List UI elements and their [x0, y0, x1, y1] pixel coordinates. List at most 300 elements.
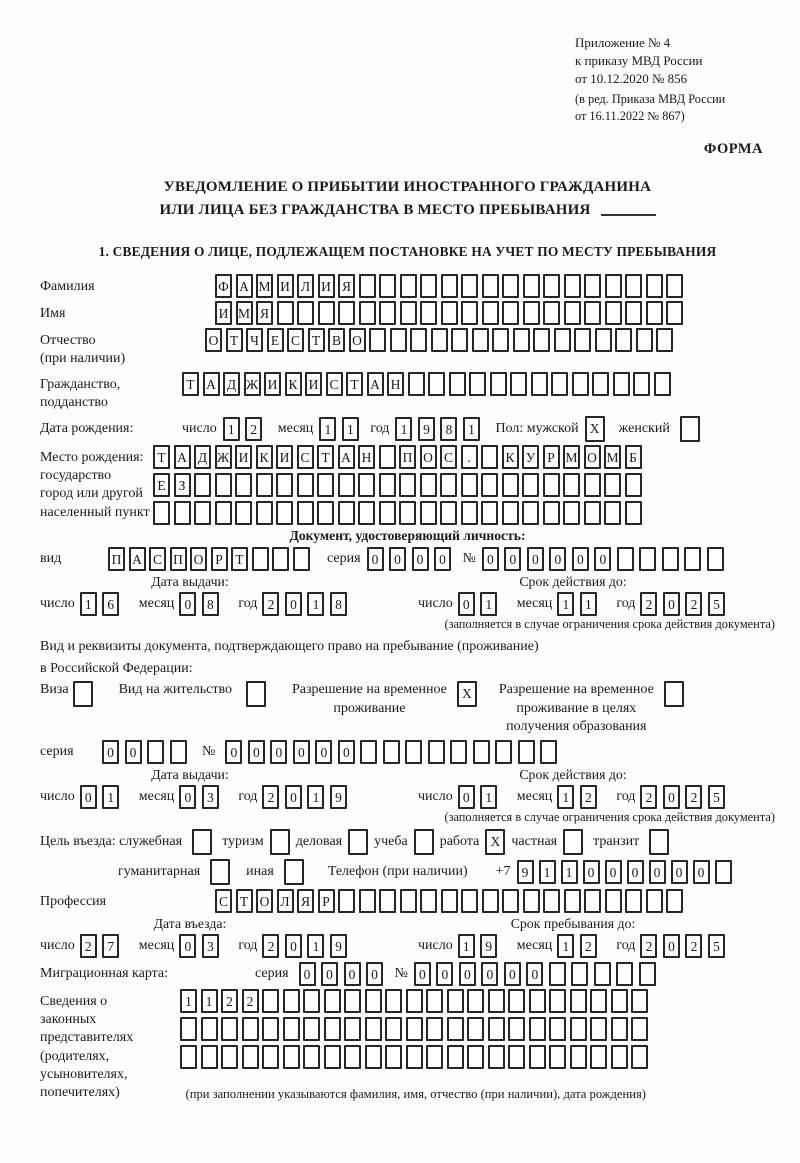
- char-box: 2: [262, 785, 279, 809]
- doc-type-field[interactable]: [108, 547, 313, 571]
- gender-male-label: Пол: мужской: [495, 421, 579, 436]
- char-box: [420, 473, 437, 497]
- doc-issue-date-heading: Дата выдачи:: [151, 574, 229, 589]
- char-box: [680, 416, 700, 442]
- form-title: [40, 176, 775, 223]
- char-box: [303, 989, 320, 1013]
- entry-year-field[interactable]: [262, 934, 352, 958]
- char-box: [523, 274, 540, 298]
- char-box: [365, 1045, 382, 1069]
- day-label: число: [418, 937, 453, 953]
- section-1-heading: 1. СВЕДЕНИЯ О ЛИЦЕ, ПОДЛЕЖАЩЕМ ПОСТАНОВКЕ НА УЧЕТ ПО МЕСТУ ПРЕБЫВАНИЯ: [98, 244, 717, 260]
- char-box: [654, 372, 671, 396]
- char-box: [303, 1045, 320, 1069]
- citizenship-field[interactable]: [182, 372, 674, 396]
- char-box: [318, 301, 335, 325]
- birthplace-field-row2[interactable]: [153, 473, 645, 497]
- char-box: Л: [297, 274, 314, 298]
- permit-valid-day-field[interactable]: [458, 785, 503, 809]
- char-box: 6: [102, 592, 119, 616]
- residence-permit-label: Вид на жительство: [118, 682, 232, 698]
- year-label: год: [616, 596, 636, 611]
- char-box: [180, 1017, 197, 1041]
- form-title-line2: ИЛИ ЛИЦА БЕЗ ГРАЖДАНСТВА В МЕСТО ПРЕБЫВАНИЯ: [159, 202, 591, 218]
- char-box: [399, 501, 416, 525]
- char-box: А: [174, 445, 191, 469]
- legal-reference: [575, 34, 775, 125]
- representatives-field-row3[interactable]: [180, 1045, 652, 1069]
- char-box: 0: [458, 592, 475, 616]
- purpose-private-label: частная: [511, 833, 558, 849]
- char-box: [201, 1017, 218, 1041]
- stay-day-field[interactable]: [458, 934, 503, 958]
- char-box: [549, 989, 566, 1013]
- birthplace-field-row1[interactable]: [153, 445, 645, 469]
- char-box: [572, 372, 589, 396]
- char-box: 9: [330, 934, 347, 958]
- representatives-field-row2[interactable]: [180, 1017, 652, 1041]
- char-box: И: [215, 301, 232, 325]
- char-box: [180, 1045, 197, 1069]
- char-box: [570, 989, 587, 1013]
- forma-label: ФОРМА: [703, 140, 763, 157]
- char-box: Е: [267, 328, 284, 352]
- purpose-official-checkbox[interactable]: [192, 829, 212, 855]
- citizenship-label: Гражданство, подданство: [40, 376, 121, 410]
- char-box: [262, 989, 279, 1013]
- char-box: А: [236, 274, 253, 298]
- char-box: [481, 445, 498, 469]
- surname-label: Фамилия: [40, 279, 95, 295]
- visa-checkbox[interactable]: [73, 681, 93, 707]
- char-box: 0: [344, 962, 361, 986]
- char-box: [461, 889, 478, 913]
- char-box: Т: [182, 372, 199, 396]
- char-box: [492, 328, 509, 352]
- char-box: 0: [663, 592, 680, 616]
- stay-month-field[interactable]: [557, 934, 602, 958]
- char-box: Л: [277, 889, 294, 913]
- char-box: 0: [315, 740, 332, 764]
- representatives-field-row1[interactable]: [180, 989, 652, 1013]
- residence-permit-checkbox[interactable]: [246, 681, 266, 707]
- char-box: [426, 1045, 443, 1069]
- migration-number-label: №: [394, 965, 408, 981]
- char-box: [441, 274, 458, 298]
- char-box: 0: [338, 740, 355, 764]
- char-box: 0: [321, 962, 338, 986]
- char-box: [420, 274, 437, 298]
- char-box: [359, 889, 376, 913]
- char-box: [540, 740, 557, 764]
- purpose-business-checkbox[interactable]: [348, 829, 368, 855]
- birth-month-field[interactable]: [319, 417, 364, 441]
- phone-prefix: +7: [495, 863, 511, 879]
- temp-residence-permit-checkbox[interactable]: [457, 681, 477, 707]
- char-box: [338, 889, 355, 913]
- char-box: [508, 1045, 525, 1069]
- char-box: Р: [211, 547, 228, 571]
- char-box: [529, 989, 546, 1013]
- char-box: [359, 301, 376, 325]
- char-box: 2: [262, 934, 279, 958]
- char-box: 0: [663, 934, 680, 958]
- entry-month-field[interactable]: [179, 934, 224, 958]
- char-box: [270, 829, 290, 855]
- char-box: [303, 1017, 320, 1041]
- permit-number-field[interactable]: [225, 740, 563, 764]
- char-box: [293, 547, 310, 571]
- char-box: [379, 501, 396, 525]
- char-box: X: [485, 829, 505, 855]
- patronymic-row: [40, 328, 775, 368]
- char-box: К: [285, 372, 302, 396]
- char-box: [210, 859, 230, 885]
- permit-issue-day-field[interactable]: [80, 785, 125, 809]
- day-label: число: [418, 788, 453, 804]
- char-box: У: [522, 445, 539, 469]
- char-box: 5: [708, 934, 725, 958]
- gender-female-checkbox[interactable]: [680, 416, 700, 442]
- profession-row: [40, 889, 775, 913]
- char-box: [276, 473, 293, 497]
- char-box: И: [264, 372, 281, 396]
- char-box: М: [256, 274, 273, 298]
- doc-valid-day-field[interactable]: [458, 592, 503, 616]
- surname-field[interactable]: [215, 274, 687, 298]
- char-box: [215, 501, 232, 525]
- char-box: [518, 740, 535, 764]
- birthplace-field-row3[interactable]: [153, 501, 645, 525]
- purpose-tourism-checkbox[interactable]: [270, 829, 290, 855]
- permit-number-label: №: [202, 743, 216, 759]
- purpose-other-checkbox[interactable]: [284, 859, 304, 885]
- char-box: [488, 989, 505, 1013]
- char-box: 0: [285, 592, 302, 616]
- purpose-humanitarian-checkbox[interactable]: [210, 859, 230, 885]
- profession-field[interactable]: [215, 889, 687, 913]
- char-box: 1: [557, 592, 574, 616]
- char-box: 3: [202, 785, 219, 809]
- char-box: [385, 1017, 402, 1041]
- doc-number-field[interactable]: [482, 547, 730, 571]
- permit-issue-date-heading: Дата выдачи:: [151, 766, 229, 782]
- char-box: [502, 501, 519, 525]
- char-box: Д: [223, 372, 240, 396]
- citizenship-row: [40, 372, 775, 412]
- doc-valid-until-heading: Срок действия до:: [519, 574, 627, 589]
- birth-year-field[interactable]: [395, 417, 485, 441]
- char-box: М: [236, 301, 253, 325]
- char-box: [379, 274, 396, 298]
- char-box: [317, 473, 334, 497]
- char-box: [529, 1045, 546, 1069]
- char-box: 0: [366, 962, 383, 986]
- char-box: О: [349, 328, 366, 352]
- char-box: О: [190, 547, 207, 571]
- char-box: [508, 989, 525, 1013]
- char-box: [201, 1045, 218, 1069]
- char-box: [523, 301, 540, 325]
- purpose-private-checkbox[interactable]: [563, 829, 583, 855]
- char-box: 0: [527, 547, 544, 571]
- char-box: [400, 301, 417, 325]
- char-box: [461, 473, 478, 497]
- char-box: Р: [543, 445, 560, 469]
- char-box: [383, 740, 400, 764]
- doc-valid-note: (заполняется в случае ограничения срока действия документа): [444, 617, 775, 631]
- char-box: [605, 889, 622, 913]
- permit-valid-month-field[interactable]: [557, 785, 602, 809]
- birth-day-field[interactable]: [223, 417, 268, 441]
- edu-residence-permit-checkbox[interactable]: [664, 681, 684, 707]
- char-box: А: [338, 445, 355, 469]
- char-box: 2: [640, 592, 657, 616]
- edu-residence-permit-label: Разрешение на временное проживание в целях получения образования: [498, 682, 654, 734]
- char-box: 9: [330, 785, 347, 809]
- char-box: С: [326, 372, 343, 396]
- char-box: [482, 274, 499, 298]
- month-label: месяц: [516, 937, 553, 953]
- migration-series-field[interactable]: [299, 962, 389, 986]
- char-box: [428, 372, 445, 396]
- stay-year-field[interactable]: [640, 934, 730, 958]
- char-box: Д: [194, 445, 211, 469]
- char-box: Т: [308, 328, 325, 352]
- char-box: [194, 473, 211, 497]
- char-box: [297, 473, 314, 497]
- day-label: число: [418, 596, 453, 611]
- entry-day-field[interactable]: [80, 934, 125, 958]
- char-box: 1: [307, 934, 324, 958]
- char-box: С: [215, 889, 232, 913]
- doc-valid-month-field[interactable]: [557, 592, 602, 616]
- gender-male-checkbox[interactable]: [585, 416, 605, 442]
- char-box: Т: [231, 547, 248, 571]
- purpose-transit-label: транзит: [593, 833, 640, 849]
- char-box: X: [585, 416, 605, 442]
- char-box: [584, 501, 601, 525]
- char-box: [461, 501, 478, 525]
- doc-series-field[interactable]: [367, 547, 457, 571]
- doc-issue-month-field[interactable]: [179, 592, 224, 616]
- month-label: месяц: [138, 596, 175, 611]
- char-box: [369, 328, 386, 352]
- char-box: 0: [458, 785, 475, 809]
- char-box: [473, 740, 490, 764]
- year-label: год: [616, 788, 636, 804]
- char-box: [625, 274, 642, 298]
- char-box: 0: [434, 547, 451, 571]
- char-box: [510, 372, 527, 396]
- doc-valid-year-field[interactable]: [640, 592, 730, 616]
- char-box: [594, 962, 611, 986]
- char-box: 2: [640, 785, 657, 809]
- char-box: [604, 473, 621, 497]
- char-box: 0: [482, 547, 499, 571]
- char-box: 2: [221, 989, 238, 1013]
- char-box: К: [502, 445, 519, 469]
- char-box: [590, 989, 607, 1013]
- char-box: [360, 740, 377, 764]
- char-box: [611, 1017, 628, 1041]
- char-box: 0: [125, 740, 142, 764]
- char-box: [406, 989, 423, 1013]
- char-box: 1: [180, 989, 197, 1013]
- char-box: Ф: [215, 274, 232, 298]
- char-box: [246, 681, 266, 707]
- char-box: А: [203, 372, 220, 396]
- char-box: М: [563, 445, 580, 469]
- year-label: год: [238, 937, 258, 953]
- char-box: 0: [179, 592, 196, 616]
- char-box: [73, 681, 93, 707]
- char-box: 0: [583, 860, 600, 884]
- char-box: 1: [557, 934, 574, 958]
- permit-series-field[interactable]: [102, 740, 192, 764]
- birthplace-row: [40, 445, 775, 525]
- doc-issue-day-field[interactable]: [80, 592, 125, 616]
- char-box: 8: [440, 417, 457, 441]
- purpose-study-checkbox[interactable]: [414, 829, 434, 855]
- birthdate-label: Дата рождения:: [40, 421, 134, 436]
- char-box: О: [584, 445, 601, 469]
- char-box: 0: [367, 547, 384, 571]
- char-box: Е: [153, 473, 170, 497]
- year-label: год: [616, 937, 636, 953]
- char-box: 2: [580, 785, 597, 809]
- char-box: 1: [307, 785, 324, 809]
- char-box: [441, 301, 458, 325]
- char-box: [529, 1017, 546, 1041]
- permit-series-label: серия: [40, 743, 74, 759]
- char-box: [414, 829, 434, 855]
- char-box: 0: [549, 547, 566, 571]
- char-box: [447, 1045, 464, 1069]
- char-box: 9: [517, 860, 534, 884]
- permit-issue-year-field[interactable]: [262, 785, 352, 809]
- purpose-label: Цель въезда: служебная: [40, 833, 183, 849]
- char-box: [338, 473, 355, 497]
- char-box: [592, 372, 609, 396]
- month-label: месяц: [516, 596, 553, 611]
- char-box: О: [256, 889, 273, 913]
- char-box: 0: [299, 962, 316, 986]
- char-box: 2: [580, 934, 597, 958]
- name-field[interactable]: [215, 301, 687, 325]
- name-label: Имя: [40, 306, 66, 322]
- permit-issue-month-field[interactable]: [179, 785, 224, 809]
- day-label: число: [40, 937, 75, 953]
- char-box: И: [277, 274, 294, 298]
- doc-issue-year-field[interactable]: [262, 592, 352, 616]
- char-box: 0: [225, 740, 242, 764]
- representatives-label: Сведения о законных представителях (родителях, усыновителях, попечителях): [40, 993, 134, 1100]
- char-box: [283, 989, 300, 1013]
- char-box: [276, 501, 293, 525]
- title-underline: [601, 214, 656, 216]
- char-box: [449, 372, 466, 396]
- char-box: П: [399, 445, 416, 469]
- day-label: число: [182, 421, 217, 436]
- char-box: [543, 301, 560, 325]
- purpose-transit-checkbox[interactable]: [649, 829, 669, 855]
- char-box: И: [318, 274, 335, 298]
- char-box: М: [604, 445, 621, 469]
- char-box: [563, 473, 580, 497]
- patronymic-field[interactable]: [205, 328, 677, 352]
- char-box: [646, 889, 663, 913]
- char-box: 2: [242, 989, 259, 1013]
- char-box: [426, 1017, 443, 1041]
- char-box: [348, 829, 368, 855]
- char-box: [406, 1017, 423, 1041]
- char-box: [283, 1045, 300, 1069]
- char-box: [649, 829, 669, 855]
- char-box: [338, 301, 355, 325]
- char-box: 5: [708, 785, 725, 809]
- migration-number-field[interactable]: [414, 962, 662, 986]
- char-box: 8: [202, 592, 219, 616]
- char-box: И: [235, 445, 252, 469]
- char-box: 0: [459, 962, 476, 986]
- char-box: [215, 473, 232, 497]
- purpose-humanitarian-label: гуманитарная: [118, 863, 201, 879]
- char-box: [420, 889, 437, 913]
- char-box: [472, 328, 489, 352]
- char-box: [715, 860, 732, 884]
- char-box: [625, 501, 642, 525]
- char-box: 8: [330, 592, 347, 616]
- char-box: [488, 1017, 505, 1041]
- char-box: С: [440, 445, 457, 469]
- char-box: О: [205, 328, 222, 352]
- char-box: 1: [539, 860, 556, 884]
- char-box: [481, 501, 498, 525]
- char-box: [297, 301, 314, 325]
- permit-valid-year-field[interactable]: [640, 785, 730, 809]
- char-box: 3: [202, 934, 219, 958]
- char-box: [358, 473, 375, 497]
- char-box: 1: [561, 860, 578, 884]
- permit-series-row: [40, 740, 775, 764]
- day-label: число: [40, 596, 75, 611]
- char-box: [481, 473, 498, 497]
- phone-field[interactable]: [517, 860, 737, 884]
- char-box: [613, 372, 630, 396]
- char-box: 2: [640, 934, 657, 958]
- char-box: И: [305, 372, 322, 396]
- char-box: [235, 501, 252, 525]
- identity-doc-row: [40, 547, 775, 571]
- month-label: месяц: [138, 788, 175, 804]
- phone-label: Телефон (при наличии): [327, 863, 468, 879]
- char-box: [522, 501, 539, 525]
- char-box: 0: [572, 547, 589, 571]
- char-box: [625, 301, 642, 325]
- char-box: Б: [625, 445, 642, 469]
- entry-dates: [40, 916, 775, 958]
- char-box: [523, 889, 540, 913]
- purpose-work-checkbox[interactable]: [485, 829, 505, 855]
- char-box: [405, 740, 422, 764]
- char-box: [379, 889, 396, 913]
- char-box: С: [149, 547, 166, 571]
- char-box: 1: [223, 417, 240, 441]
- char-box: 2: [245, 417, 262, 441]
- char-box: [617, 547, 634, 571]
- char-box: 1: [102, 785, 119, 809]
